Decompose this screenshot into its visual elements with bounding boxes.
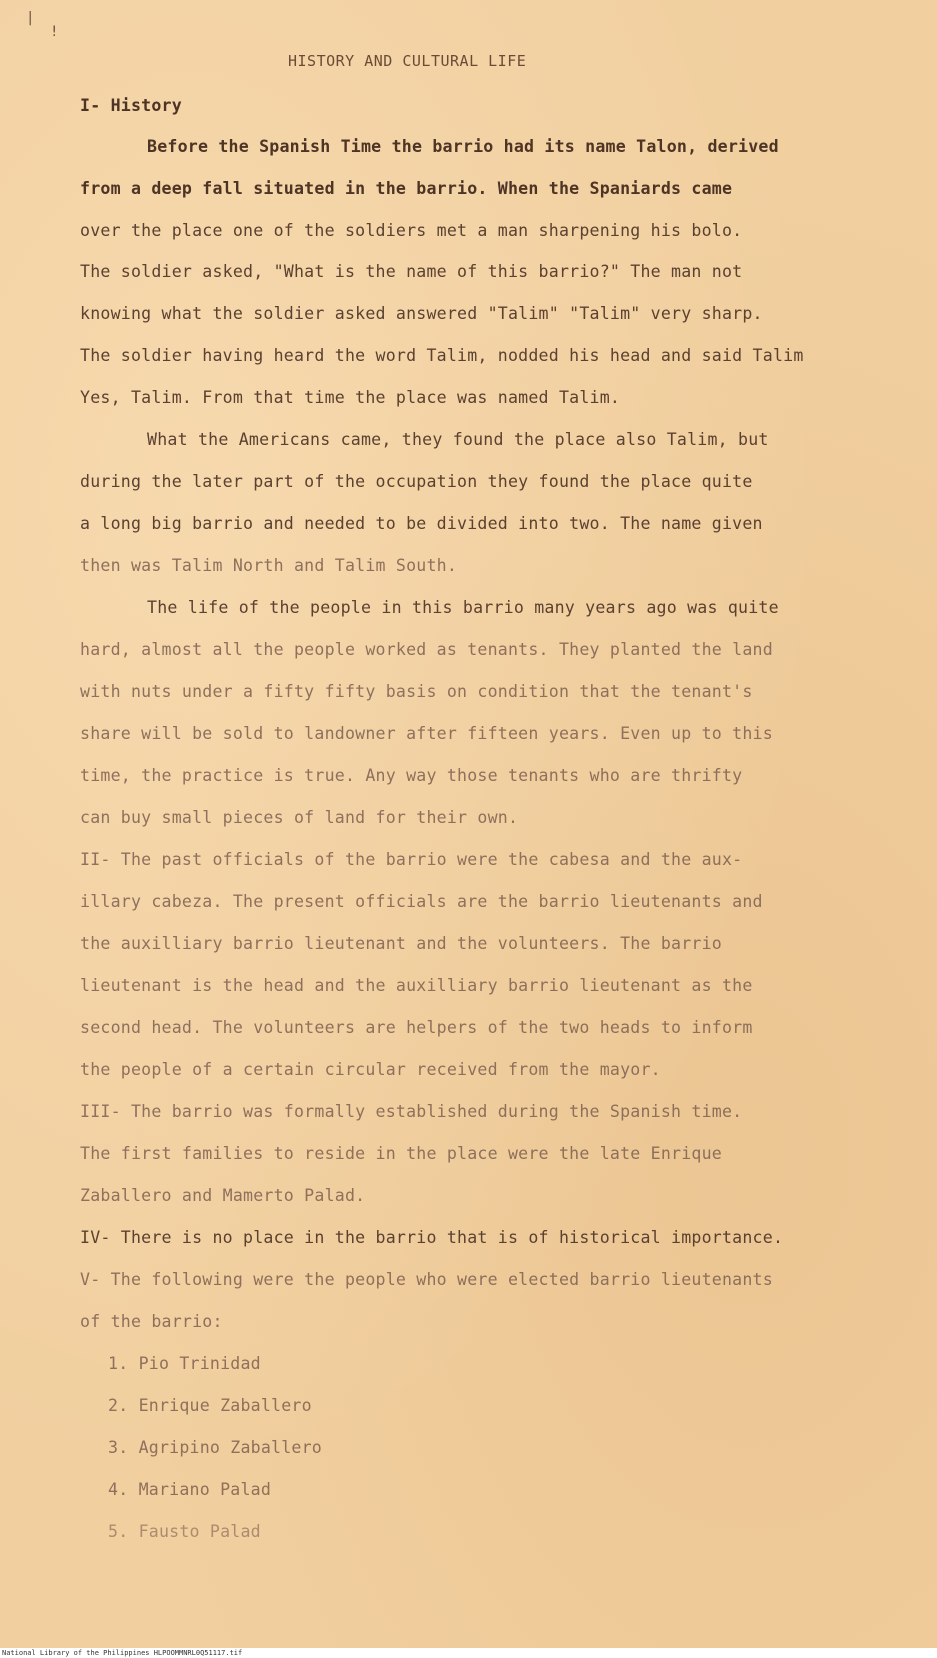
paragraph-line: of the barrio: <box>80 1312 223 1331</box>
paragraph-line: the auxilliary barrio lieutenant and the volunteers. The barrio <box>80 934 722 953</box>
section-heading-history: I- History <box>80 96 182 115</box>
paragraph-line: The first families to reside in the place were the late Enrique <box>80 1144 722 1163</box>
paragraph-line: with nuts under a fifty fifty basis on condition that the tenant's <box>80 682 753 701</box>
list-item: 5. Fausto Palad <box>108 1522 261 1541</box>
paragraph-line: time, the practice is true. Any way those tenants who are thrifty <box>80 766 743 785</box>
list-item: 4. Mariano Palad <box>108 1480 272 1499</box>
paragraph-line: knowing what the soldier asked answered "Talim" "Talim" very sharp. <box>80 304 763 323</box>
section-line-iv: IV- There is no place in the barrio that is of historical importance. <box>80 1228 784 1247</box>
paragraph-line: hard, almost all the people worked as tenants. They planted the land <box>80 640 773 659</box>
paragraph-line: share will be sold to landowner after fifteen years. Even up to this <box>80 724 773 743</box>
edge-mark: | <box>26 10 35 26</box>
paragraph-line: The soldier having heard the word Talim, nodded his head and said Talim <box>80 346 804 365</box>
paragraph-line: then was Talim North and Talim South. <box>80 556 458 575</box>
paragraph-line: illary cabeza. The present officials are the barrio lieutenants and <box>80 892 763 911</box>
paragraph-line: The life of the people in this barrio many years ago was quite <box>147 598 779 617</box>
paragraph-line: The soldier asked, "What is the name of this barrio?" The man not <box>80 262 743 281</box>
paragraph-line: second head. The volunteers are helpers of the two heads to inform <box>80 1018 753 1037</box>
section-line-iii: III- The barrio was formally established during the Spanish time. <box>80 1102 743 1121</box>
paragraph-line: Before the Spanish Time the barrio had its name Talon, derived <box>147 137 779 156</box>
paragraph-line: from a deep fall situated in the barrio. When the Spaniards came <box>80 179 733 198</box>
list-item: 2. Enrique Zaballero <box>108 1396 312 1415</box>
paragraph-line: a long big barrio and needed to be divided into two. The name given <box>80 514 763 533</box>
paragraph-line: the people of a certain circular received from the mayor. <box>80 1060 661 1079</box>
scan-footer: National Library of the Philippines HLPOOMMNRL0Q51117.tif <box>0 1648 937 1658</box>
section-line-v: V- The following were the people who were elected barrio lieutenants <box>80 1270 773 1289</box>
paragraph-line: during the later part of the occupation they found the place quite <box>80 472 753 491</box>
edge-mark: ! <box>50 24 59 40</box>
paragraph-line: Zaballero and Mamerto Palad. <box>80 1186 366 1205</box>
section-line-ii: II- The past officials of the barrio were the cabesa and the aux- <box>80 850 743 869</box>
paragraph-line: over the place one of the soldiers met a man sharpening his bolo. <box>80 221 743 240</box>
paragraph-line: Yes, Talim. From that time the place was named Talim. <box>80 388 621 407</box>
paragraph-line: lieutenant is the head and the auxilliary barrio lieutenant as the <box>80 976 753 995</box>
paragraph-line: What the Americans came, they found the place also Talim, but <box>147 430 769 449</box>
list-item: 1. Pio Trinidad <box>108 1354 261 1373</box>
document-title: HISTORY AND CULTURAL LIFE <box>288 52 527 70</box>
paragraph-line: can buy small pieces of land for their own. <box>80 808 519 827</box>
list-item: 3. Agripino Zaballero <box>108 1438 322 1457</box>
